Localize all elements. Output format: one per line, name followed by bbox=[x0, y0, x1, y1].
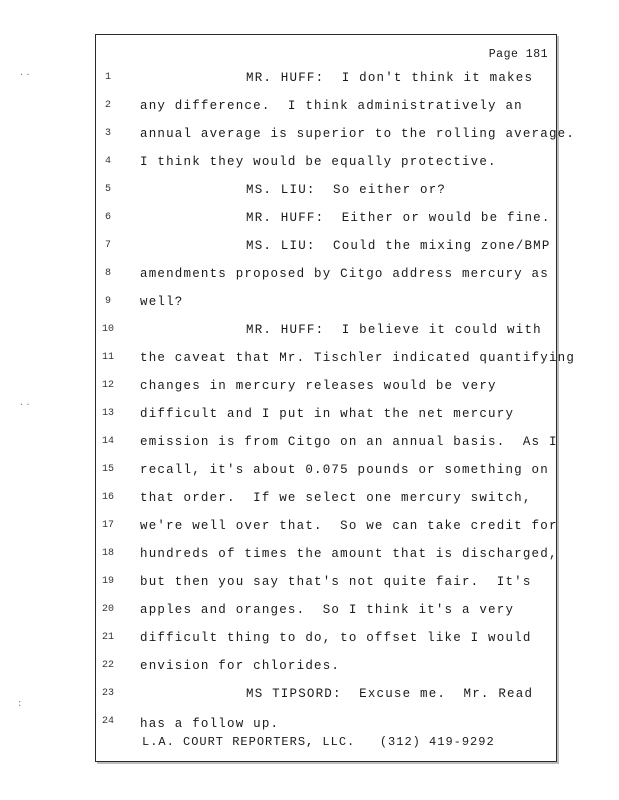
line-text: has a follow up. bbox=[140, 717, 280, 731]
line-text: well? bbox=[140, 295, 184, 309]
line-number: 4 bbox=[104, 156, 111, 167]
scan-speck: · · bbox=[20, 70, 30, 81]
line-text: annual average is superior to the rolling average. bbox=[140, 127, 576, 141]
transcript-page bbox=[95, 34, 576, 762]
line-number: 10 bbox=[101, 324, 114, 335]
line-text: but then you say that's not quite fair. It's bbox=[140, 575, 532, 589]
court-reporter-footer: L.A. COURT REPORTERS, LLC. (312) 419-9292 bbox=[142, 735, 495, 749]
line-text: changes in mercury releases would be very bbox=[140, 379, 497, 393]
line-number: 5 bbox=[104, 184, 111, 195]
line-number: 18 bbox=[101, 548, 114, 559]
line-number: 12 bbox=[101, 380, 114, 391]
line-text: envision for chlorides. bbox=[140, 659, 341, 673]
line-text: emission is from Citgo on an annual basis. As I bbox=[140, 435, 558, 449]
line-text: apples and oranges. So I think it's a very bbox=[140, 603, 515, 617]
line-number: 2 bbox=[104, 100, 111, 111]
line-text: we're well over that. So we can take credit for bbox=[140, 519, 558, 533]
line-text: MS. LIU: Could the mixing zone/BMP bbox=[246, 239, 551, 253]
line-number: 1 bbox=[104, 72, 111, 83]
line-number: 15 bbox=[101, 464, 114, 475]
line-text: any difference. I think administratively an bbox=[140, 99, 523, 113]
line-number: 7 bbox=[104, 240, 111, 251]
page-number: Page 181 bbox=[488, 48, 548, 61]
line-number: 9 bbox=[104, 296, 111, 307]
scan-speck: · · bbox=[20, 400, 30, 411]
line-number: 20 bbox=[101, 604, 114, 615]
scan-speck: : bbox=[18, 698, 22, 709]
line-number: 14 bbox=[101, 436, 114, 447]
line-text: MR. HUFF: I believe it could with bbox=[246, 323, 542, 337]
line-number: 13 bbox=[101, 408, 114, 419]
line-text: MR. HUFF: I don't think it makes bbox=[246, 71, 534, 85]
line-number: 23 bbox=[101, 688, 114, 699]
line-text: I think they would be equally protective. bbox=[140, 155, 497, 169]
line-text: difficult thing to do, to offset like I would bbox=[140, 631, 532, 645]
line-number: 6 bbox=[104, 212, 111, 223]
line-text: difficult and I put in what the net mercury bbox=[140, 407, 515, 421]
line-text: recall, it's about 0.075 pounds or something on bbox=[140, 463, 549, 477]
line-text: amendments proposed by Citgo address mercury as bbox=[140, 267, 549, 281]
line-number: 11 bbox=[101, 352, 114, 363]
line-number: 22 bbox=[101, 660, 114, 671]
line-text: MR. HUFF: Either or would be fine. bbox=[246, 211, 551, 225]
line-number: 19 bbox=[101, 576, 114, 587]
line-number: 8 bbox=[104, 268, 111, 279]
line-number: 24 bbox=[101, 716, 114, 727]
line-number: 17 bbox=[101, 520, 114, 531]
line-number: 3 bbox=[104, 128, 111, 139]
line-text: MS. LIU: So either or? bbox=[246, 183, 447, 197]
line-number: 16 bbox=[101, 492, 114, 503]
line-text: the caveat that Mr. Tischler indicated quantifying bbox=[140, 351, 576, 365]
line-text: hundreds of times the amount that is discharged, bbox=[140, 547, 558, 561]
line-number: 21 bbox=[101, 632, 114, 643]
line-text: that order. If we select one mercury switch, bbox=[140, 491, 532, 505]
line-text: MS TIPSORD: Excuse me. Mr. Read bbox=[246, 687, 534, 701]
